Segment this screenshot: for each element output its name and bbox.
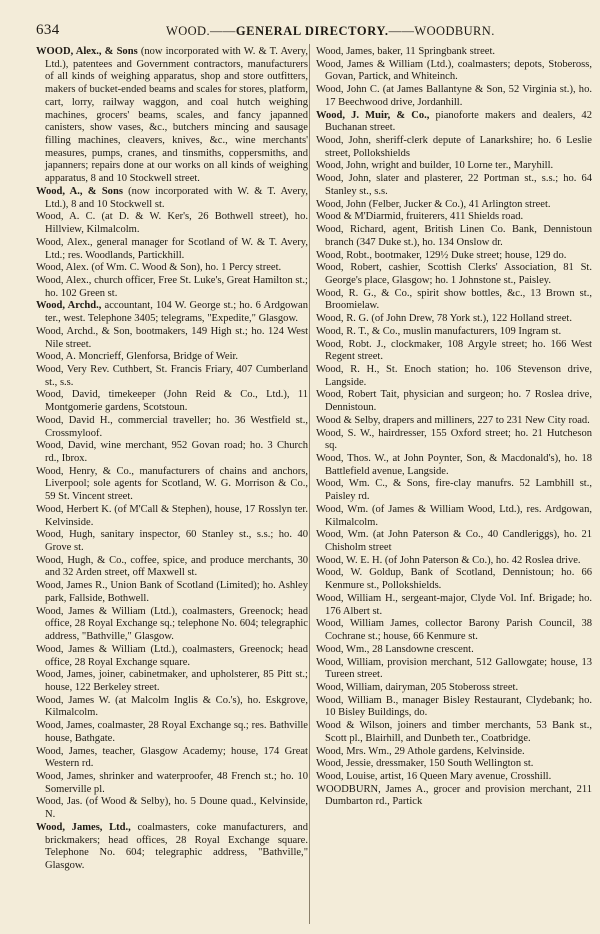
entry-text: Wood & M'Diarmid, fruiterers, 411 Shields road. (316, 211, 524, 223)
directory-entry (36, 351, 308, 364)
directory-entry (36, 822, 308, 873)
directory-entry (316, 326, 592, 339)
entry-text: Wood, S. W., hairdresser, 155 Oxford street; ho. 21 Hutcheson sq. (316, 427, 592, 452)
entry-name: Wood, J. Muir, & Co., (316, 109, 430, 121)
directory-entry (36, 326, 308, 351)
entry-text: Wood, James & William (Ltd.), coalmasters; depots, Stobeross, Govan, Partick, and Whiteinch. (316, 58, 592, 83)
directory-entry (316, 84, 592, 109)
directory-entry (316, 529, 592, 554)
directory-entry (316, 313, 592, 326)
directory-entry (316, 199, 592, 212)
directory-entry (316, 262, 592, 287)
entry-text: Wood, Alex., church officer, Free St. Luke's, Great Hamilton st.; ho. 102 Green st. (36, 274, 308, 299)
running-head-left: WOOD. (166, 24, 211, 38)
entry-name: Wood, A., & Sons (36, 185, 123, 197)
entry-text: Wood, Wm. (at John Paterson & Co., 40 Candleriggs), ho. 21 Chisholm street (316, 529, 592, 554)
entry-text: Wood, William, provision merchant, 512 Gallowgate; house, 13 Tureen street. (316, 656, 592, 681)
entry-text: Wood, Robert Tait, physician and surgeon; ho. 7 Roslea drive, Dennistoun. (316, 389, 592, 414)
directory-entry (36, 580, 308, 605)
entry-text: Wood, James R., Union Bank of Scotland (Limited); ho. Ashley park, Fallside, Bothwell. (36, 580, 308, 604)
page-header (36, 20, 556, 42)
entry-text: Wood & Selby, drapers and milliners, 227 to 231 New City road. (316, 414, 590, 426)
left-column (36, 46, 308, 873)
directory-entry (36, 300, 308, 325)
entry-text: Wood, James & William (Ltd.), coalmasters, Greenock; head office, 28 Royal Exchange square. (36, 643, 308, 668)
directory-entry (316, 720, 592, 745)
entry-text: Wood, Wm. (of James & William Wood, Ltd.), res. Ardgowan, Kilmalcolm. (316, 503, 592, 528)
directory-entry (36, 555, 308, 580)
entry-text: (now incorporated with W. & T. Avery, Ltd.), 8 and 10 Stockwell st. (45, 185, 308, 210)
directory-entry (36, 720, 308, 745)
directory-entry (316, 46, 592, 59)
directory-entry (316, 657, 592, 682)
directory-entry (316, 415, 592, 428)
directory-entry (36, 644, 308, 669)
directory-entry (316, 224, 592, 249)
entry-text: WOODBURN, James A., grocer and provision merchant, 211 Dumbarton rd., Partick (316, 783, 592, 808)
entry-text: Wood, James, joiner, cabinetmaker, and upholsterer, 85 Pitt st.; house, 122 Berkeley street. (36, 669, 308, 693)
entry-text: Wood, Hugh, sanitary inspector, 60 Stanley st., s.s.; ho. 40 Grove st. (36, 529, 308, 554)
directory-entry (316, 389, 592, 414)
directory-entry (36, 237, 308, 262)
entry-text: Wood, William, dairyman, 205 Stobeross street. (316, 681, 519, 693)
entry-text: Wood, R. H., St. Enoch station; ho. 106 Stevenson drive, Langside. (316, 363, 592, 388)
entry-text: Wood, Hugh, & Co., coffee, spice, and produce merchants, 30 and 32 Arden street, off Maxwell st. (36, 554, 308, 579)
entry-text: Wood, Robert, cashier, Scottish Clerks' Association, 81 St. George's place, Glasgow; ho. 1 Johnstone st., Paisley. (316, 262, 592, 286)
directory-entry (36, 606, 308, 644)
directory-entry (316, 173, 592, 198)
entry-text: Wood, William H., sergeant-major, Clyde Vol. Inf. Brigade; ho. 176 Albert st. (316, 592, 592, 617)
entry-text: pianoforte makers and dealers, 42 Buchanan street. (325, 109, 592, 134)
entry-text: Wood, David, wine merchant, 952 Govan road; ho. 3 Church rd., Ibrox. (36, 440, 308, 464)
entry-text: Wood, Louise, artist, 16 Queen Mary avenue, Crosshill. (316, 770, 552, 782)
directory-entry (316, 339, 592, 364)
directory-entry (316, 504, 592, 529)
directory-entry (316, 428, 592, 453)
entry-text: Wood, James & William (Ltd.), coalmasters, Greenock; head office, 28 Royal Exchange sq.; telephone No. 604; telegraphic address, "Bathville," Glasgow. (36, 605, 308, 643)
directory-entry (36, 275, 308, 300)
entry-text: Wood, James, shrinker and waterproofer, 48 French st.; ho. 10 Somerville pl. (36, 770, 308, 795)
directory-entry (36, 796, 308, 821)
directory-entry (36, 695, 308, 720)
directory-entry (316, 644, 592, 657)
directory-entry (316, 250, 592, 263)
directory-entry (36, 746, 308, 771)
entry-text: Wood, Archd., & Son, bootmakers, 149 High st.; ho. 124 West Nile street. (36, 325, 308, 350)
directory-entry (36, 504, 308, 529)
entry-text: Wood, A. C. (at D. & W. Ker's, 26 Bothwell street), ho. Hillview, Kilmalcolm. (36, 211, 308, 236)
entry-text: Wood, John, sheriff-clerk depute of Lanarkshire; ho. 6 Leslie street, Pollokshields (316, 135, 592, 159)
entry-text: Wood, John (Felber, Jucker & Co.), 41 Arlington street. (316, 198, 551, 210)
entry-text: Wood, Mrs. Wm., 29 Athole gardens, Kelvinside. (316, 745, 525, 757)
directory-entry (316, 567, 592, 592)
directory-entry (36, 466, 308, 504)
entry-text: Wood, Very Rev. Cuthbert, St. Francis Friary, 407 Cumberland st., s.s. (36, 363, 308, 388)
running-head-right: WOODBURN. (414, 24, 495, 38)
entry-text: Wood, Jas. (of Wood & Selby), ho. 5 Doune quad., Kelvinside, N. (36, 796, 308, 821)
right-column (316, 46, 592, 809)
entry-text: Wood, Wm. C., & Sons, fire-clay manufrs. 52 Lambhill st., Paisley rd. (316, 478, 592, 503)
entry-text: Wood, James, baker, 11 Springbank street. (316, 46, 496, 57)
entry-name: Wood, James, Ltd., (36, 821, 131, 833)
entry-text: Wood, David, timekeeper (John Reid & Co., Ltd.), 11 Montgomerie gardens, Scotstoun. (36, 389, 308, 414)
entry-name: WOOD, Alex., & Sons (36, 46, 138, 57)
entry-text: Wood, Herbert K. (of M'Call & Stephen), house, 17 Rosslyn ter. Kelvinside. (36, 503, 308, 528)
entry-text: Wood, John C. (at James Ballantyne & Son, 52 Virginia st.), ho. 17 Beechwood drive, Jordanhill. (316, 84, 592, 108)
entry-text: Wood, John, wright and builder, 10 Lorne ter., Maryhill. (316, 160, 554, 172)
entry-text: Wood, William B., manager Bisley Restaurant, Clydebank; ho. 10 Bisley Buildings, do. (316, 694, 592, 719)
directory-entry (316, 593, 592, 618)
entry-text: Wood, Wm., 28 Lansdowne crescent. (316, 643, 474, 655)
directory-entry (316, 288, 592, 313)
entry-text: Wood, William James, collector Barony Parish Council, 38 Cochrane st.; house, 66 Kenmure st. (316, 618, 592, 643)
directory-entry (316, 618, 592, 643)
directory-entry (316, 478, 592, 503)
directory-entry (316, 110, 592, 135)
directory-entry (36, 669, 308, 694)
running-head-dash-2: —— (388, 24, 415, 38)
directory-entry (36, 529, 308, 554)
entry-text: Wood, Henry, & Co., manufacturers of chains and anchors, Liverpool; sole agents for Scotland, W. G. Morrison & Co., 59 St. Vincent street. (36, 465, 308, 503)
entry-text: Wood, W. E. H. (of John Paterson & Co.), ho. 42 Roslea drive. (316, 554, 581, 566)
directory-entry (36, 186, 308, 211)
directory-entry (316, 771, 592, 784)
entry-text: Wood, Richard, agent, British Linen Co. Bank, Dennistoun branch (347 Duke st.), ho. 134 Onslow dr. (316, 224, 592, 248)
entry-name: Wood, Archd., (36, 300, 102, 312)
directory-entry (316, 160, 592, 173)
entry-text: Wood, James, coalmaster, 28 Royal Exchange sq.; res. Bathville house, Bathgate. (36, 720, 308, 744)
directory-entry (36, 364, 308, 389)
directory-entry (316, 682, 592, 695)
entry-text: Wood, David H., commercial traveller; ho. 36 Westfield st., Crossmyloof. (36, 414, 308, 439)
column-divider (309, 44, 310, 924)
entry-text: Wood, Alex. (of Wm. C. Wood & Son), ho. 1 Percy street. (36, 262, 282, 274)
entry-text: coalmasters, coke manufacturers, and brickmakers; head offices, 28 Royal Exchange square. Telephone No. 604; telegraphic address, "Bathville," Glasgow. (45, 821, 308, 871)
entry-text: Wood, R. G., & Co., spirit show bottles, &c., 13 Brown st., Broomielaw. (316, 287, 592, 312)
entry-text: Wood, R. G. (of John Drew, 78 York st.), 122 Holland street. (316, 313, 572, 325)
directory-entry (36, 771, 308, 796)
directory-entry (316, 746, 592, 759)
directory-entry (316, 555, 592, 568)
entry-text: Wood, Alex., general manager for Scotland of W. & T. Avery, Ltd.; res. Woodlands, Partickhill. (36, 236, 308, 261)
entry-text: accountant, 104 W. George st.; ho. 6 Ardgowan ter., west. Telephone 3405; telegrams, "Expedite," Glasgow. (45, 300, 308, 325)
directory-entry (316, 695, 592, 720)
entry-text: Wood, James, teacher, Glasgow Academy; house, 174 Great Western rd. (36, 745, 308, 770)
entry-text: Wood, W. Goldup, Bank of Scotland, Dennistoun; ho. 66 Kenmure st., Pollokshields. (316, 567, 592, 592)
entry-text: Wood, Jessie, dressmaker, 150 South Wellington st. (316, 758, 534, 770)
page-number: 634 (36, 22, 60, 38)
directory-entry (316, 784, 592, 809)
directory-entry (36, 415, 308, 440)
directory-entry (36, 211, 308, 236)
entry-text: Wood, A. Moncrieff, Glenforsa, Bridge of Weir. (36, 351, 239, 363)
entry-text: Wood, Robt. J., clockmaker, 108 Argyle street; ho. 166 West Regent street. (316, 338, 592, 363)
entry-text: Wood, James W. (at Malcolm Inglis & Co.'s), ho. Eskgrove, Kilmalcolm. (36, 694, 308, 719)
entry-text: Wood, R. T., & Co., muslin manufacturers, 109 Ingram st. (316, 325, 562, 337)
directory-entry (316, 364, 592, 389)
entry-text: Wood, Robt., bootmaker, 129½ Duke street; house, 129 do. (316, 249, 567, 261)
running-head (166, 24, 495, 39)
directory-entry (316, 135, 592, 160)
directory-entry (36, 440, 308, 465)
directory-entry (36, 389, 308, 414)
entry-text: Wood & Wilson, joiners and timber merchants, 53 Bank st., Scott pl., Blairhill, and Dunbeth ter., Coatbridge. (316, 720, 592, 744)
entry-text: Wood, John, slater and plasterer, 22 Portman st., s.s.; ho. 64 Stanley st., s.s. (316, 173, 592, 197)
directory-entry (36, 262, 308, 275)
directory-entry (316, 453, 592, 478)
directory-entry (316, 211, 592, 224)
directory-entry (316, 758, 592, 771)
directory-entry (316, 59, 592, 84)
running-head-dash-1: —— (210, 24, 236, 38)
entry-text: Wood, Thos. W., at John Poynter, Son, & Macdonald's), ho. 18 Battlefield avenue, Langside. (316, 453, 592, 477)
running-head-center: GENERAL DIRECTORY. (235, 24, 389, 38)
entry-text: (now incorporated with W. & T. Avery, Ltd.), patentees and Government contractors, manufacturers of all kinds of weighing apparatus, shop and store outfitters, makers of bucket-ended beams and scales for stores, platform, cart, lorry, railway waggon, and coal hutch weighing machines, grocers' beams, scales, and fancy japanned canisters, show vases, &c., butchers mincing and sausage filling machines, cleavers, knives, &c., wine merchants' measures, pumps, cranes, and tinsmiths, coppersmiths, and japanners; repairs done at our works on all kinds of weighing apparatus, 8 and 10 Stockwell street. (45, 46, 308, 185)
directory-entry (36, 46, 308, 186)
